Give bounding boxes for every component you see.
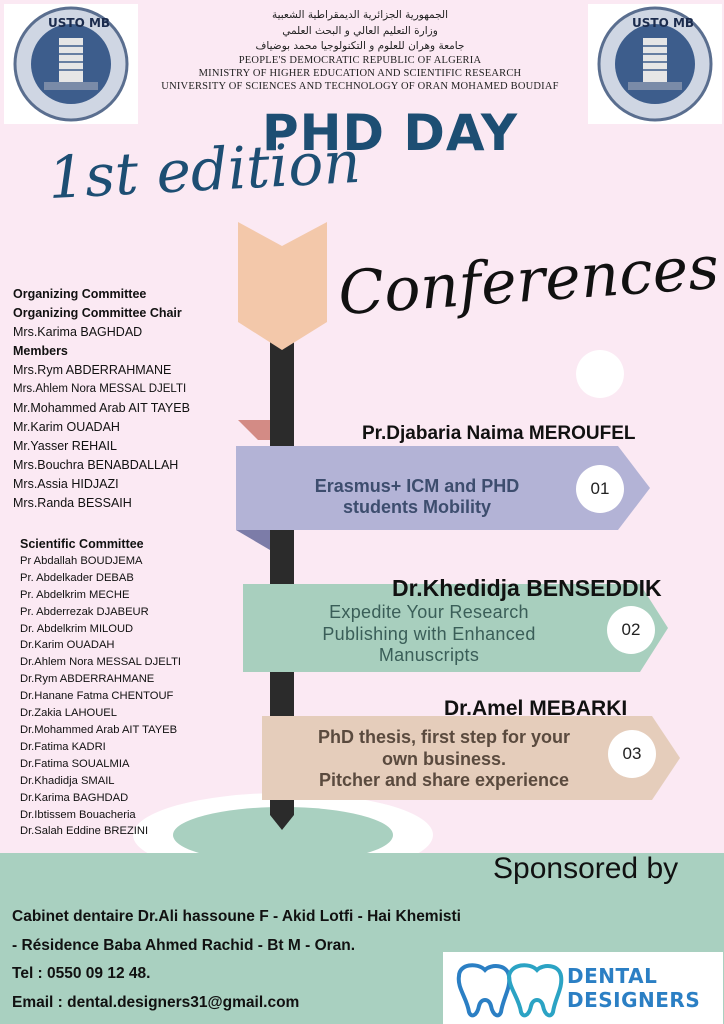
scientific-member: Dr.Rym ABDERRAHMANE — [20, 673, 155, 686]
sponsor-email: Email : dental.designers31@gmail.com — [12, 994, 300, 1011]
conference-1-speaker: Pr.Djabaria Naima MEROUFEL — [362, 423, 636, 444]
scientific-member: Pr. Abdelkader DEBAB — [20, 571, 134, 584]
event-edition: 1st edition — [46, 127, 363, 213]
conference-1-title — [262, 476, 572, 518]
conference-2-title-line: Expedite Your Research — [329, 602, 529, 622]
dental-designers-logo — [443, 952, 723, 1024]
scientific-member: Dr.Ibtissem Bouacheria — [20, 808, 136, 821]
conference-2-title-line: Publishing with Enhanced — [322, 623, 536, 644]
organizing-chair-heading: Organizing Committee Chair — [13, 306, 182, 320]
scientific-committee-heading: Scientific Committee — [20, 537, 144, 551]
conference-2-number: 02 — [607, 606, 655, 654]
conference-2-speaker: Dr.Khedidja BENSEDDIK — [392, 575, 662, 601]
brand-line2: DESIGNERS — [567, 988, 701, 1012]
member-item: Mrs.Rym ABDERRAHMANE — [13, 363, 172, 377]
header-arabic-ministry: وزارة التعليم العالي و البحث العلمي — [282, 25, 438, 37]
member-item: Mr.Karim OUADAH — [13, 420, 120, 434]
logo-text-right: USTO MB — [632, 16, 695, 30]
header-ministry: MINISTRY OF HIGHER EDUCATION AND SCIENTIFIC RESEARCH — [198, 68, 522, 79]
logo-text-left: USTO MB — [48, 16, 111, 30]
scientific-member: Dr.Fatima SOUALMIA — [20, 757, 130, 770]
member-item: Mrs.Randa BESSAIH — [13, 496, 132, 510]
sponsor-phone: Tel : 0550 09 12 48. — [12, 965, 151, 982]
member-item: Mr.Mohammed Arab AIT TAYEB — [13, 401, 190, 415]
scientific-member: Pr Abdallah BOUDJEMA — [20, 554, 143, 567]
scientific-committee — [20, 536, 181, 840]
header-country: PEOPLE'S DEMOCRATIC REPUBLIC OF ALGERIA — [238, 55, 482, 66]
conference-3-number: 03 — [608, 730, 656, 778]
scientific-member: Dr.Mohammed Arab AIT TAYEB — [20, 723, 178, 736]
scientific-member: Dr. Abdelkrim MILOUD — [20, 622, 134, 635]
scientific-member: Dr.Ahlem Nora MESSAL DJELTI — [20, 656, 182, 669]
tooth-icon — [451, 958, 567, 1018]
member-item: Mrs.Ahlem Nora MESSAL DJELTI — [13, 383, 187, 395]
conference-3-title — [284, 727, 604, 792]
header-arabic-republic: الجمهورية الجزائرية الديمقراطية الشعبية — [271, 9, 449, 21]
scientific-member: Pr. Abderrezak DJABEUR — [20, 605, 149, 618]
conference-2-title-line: Manuscripts — [378, 645, 480, 665]
conference-3-title-line: PhD thesis, first step for your — [317, 727, 571, 747]
scientific-member: Dr.Zakia LAHOUEL — [20, 707, 117, 720]
scientific-member: Dr.Karima BAGHDAD — [20, 791, 129, 804]
scientific-member: Dr.Hanane Fatma CHENTOUF — [20, 690, 174, 703]
scientific-member: Dr.Salah Eddine BREZINI — [20, 825, 149, 838]
header-university: UNIVERSITY OF SCIENCES AND TECHNOLOGY OF ORAN MOHAMED BOUDIAF — [161, 81, 559, 92]
conferences-heading: Conferences — [336, 232, 722, 330]
members-heading: Members — [13, 344, 68, 358]
member-item: Mrs.Assia HIDJAZI — [13, 477, 119, 491]
conference-3-speaker: Dr.Amel MEBARKI — [444, 697, 628, 720]
sponsor-heading: Sponsored by — [493, 852, 679, 885]
scientific-member: Dr.Fatima KADRI — [20, 740, 106, 753]
conference-1-number: 01 — [576, 465, 624, 513]
conference-3-title-line: own business. — [381, 748, 507, 769]
header-arabic-university: جامعة وهران للعلوم و التكنولوجيا محمد بوضياف — [255, 40, 465, 52]
organizing-chair: Mrs.Karima BAGHDAD — [13, 325, 143, 339]
event-title: PHD DAY — [262, 104, 519, 162]
conference-1-title-line: students Mobility — [343, 497, 491, 517]
scientific-member: Dr.Karim OUADAH — [20, 639, 115, 652]
scientific-member: Dr.Khadidja SMAIL — [20, 774, 115, 787]
organizing-committee — [13, 285, 190, 513]
brand-line1: DENTAL — [567, 964, 658, 988]
sponsor-address-line1: Cabinet dentaire Dr.Ali hassoune F - Akid Lotfi - Hai Khemisti — [12, 908, 461, 925]
conference-2-title — [276, 602, 582, 667]
conference-1-title-line: Erasmus+ ICM and PHD — [314, 476, 520, 496]
organizing-committee-heading: Organizing Committee — [13, 287, 147, 301]
member-item: Mrs.Bouchra BENABDALLAH — [13, 458, 179, 472]
conference-3-title-line: Pitcher and share experience — [318, 770, 570, 790]
scientific-member: Pr. Abdelkrim MECHE — [20, 588, 130, 601]
sponsor-address-line2: - Résidence Baba Ahmed Rachid - Bt M - Oran. — [12, 937, 356, 954]
member-item: Mr.Yasser REHAIL — [13, 439, 117, 453]
